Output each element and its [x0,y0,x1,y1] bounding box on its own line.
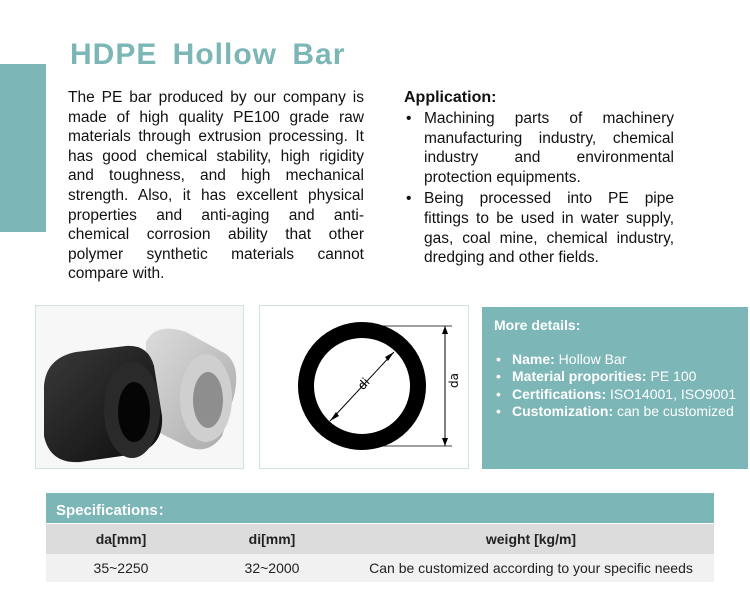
table-cell: Can be customized according to your specific needs [348,554,714,582]
detail-material [494,368,738,385]
detail-label: Certifications: [512,385,607,402]
column-header: di[mm] [196,524,348,554]
detail-certifications [494,386,738,403]
detail-label: Material proporities: [512,368,647,385]
product-photo [35,305,244,469]
detail-value: Hollow Bar [554,351,627,367]
column-header: da[mm] [46,524,196,554]
details-list [494,351,738,421]
di-label: di [354,375,373,393]
table-cell: 35~2250 [46,554,196,582]
intro-paragraph: The PE bar produced by our company is made of high quality PE100 grade raw materials through extrusion processing. It has good chemical stability, high rigidity and toughness, and high mechanical strength. Also, it has excellent physical properties and anti-aging and anti-chemical corrosion ability that other polymer synthetic materials cannot compare with. [68,89,364,283]
application-section [404,89,674,270]
ring-diagram-svg [260,306,468,468]
more-details-panel [482,307,748,469]
details-heading: More details: [494,317,581,333]
detail-value: PE 100 [646,368,697,385]
detail-label: Customization: [512,403,614,420]
cross-section-diagram [259,305,469,469]
specifications-table [46,524,714,582]
table-header-row [46,524,714,554]
detail-value: ISO14001, ISO9001 [606,385,737,402]
column-header: weight [kg/m] [348,524,714,554]
detail-value: can be customized [613,403,734,420]
table-cell: 32~2000 [196,554,348,582]
detail-name [494,351,738,368]
page-title: HDPE Hollow Bar [70,38,346,71]
table-row [46,554,714,582]
accent-bar [0,64,46,232]
detail-customization [494,403,738,420]
application-item: • Machining parts of machinery manufacturing industry, chemical industry and environmental protection equipments. [404,109,674,187]
black-bar-shape [44,346,162,462]
da-label: da [447,373,461,388]
application-item: • Being processed into PE pipe fittings to be used in water supply, gas, coal mine, chemical industry, dredging and other fields. [404,189,674,267]
application-list [404,109,674,268]
detail-label: Name: [512,351,555,367]
application-heading: Application: [404,89,497,106]
specifications-heading: Specifications： [46,493,714,523]
hollow-bars-image [36,306,243,468]
